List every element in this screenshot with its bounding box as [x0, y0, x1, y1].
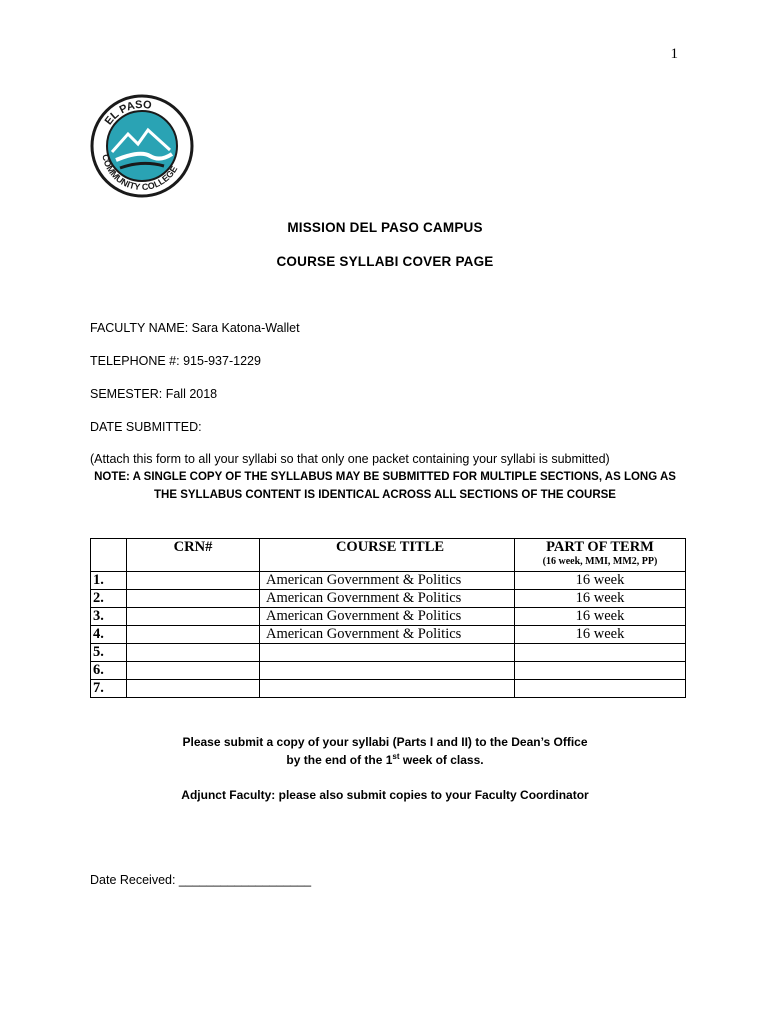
- row-crn: [127, 572, 260, 590]
- table-row: [91, 662, 686, 680]
- row-course-title: [260, 680, 515, 698]
- submit-line-2-pre: by the end of the 1: [286, 753, 393, 767]
- header-course-title: COURSE TITLE: [260, 539, 515, 572]
- row-course-title: American Government & Politics: [260, 572, 515, 590]
- row-number: 3.: [91, 608, 127, 626]
- faculty-name-field: FACULTY NAME: Sara Katona-Wallet: [90, 321, 300, 335]
- course-table: [90, 538, 686, 698]
- adjunct-note: Adjunct Faculty: please also submit copies to your Faculty Coordinator: [181, 788, 589, 802]
- row-crn: [127, 608, 260, 626]
- row-course-title: American Government & Politics: [260, 626, 515, 644]
- submit-line-2: [0, 752, 770, 767]
- table-row: [91, 572, 686, 590]
- logo-text: EL PASO: [102, 98, 153, 128]
- page-number: 1: [670, 46, 678, 62]
- row-crn: [127, 680, 260, 698]
- row-crn: [127, 590, 260, 608]
- date-submitted-field: DATE SUBMITTED:: [90, 420, 202, 434]
- row-crn: [127, 662, 260, 680]
- submit-line-2-sup: st: [392, 752, 400, 761]
- submit-line-1: Please submit a copy of your syllabi (Parts I and II) to the Dean’s Office: [182, 735, 588, 749]
- semester-field: SEMESTER: Fall 2018: [90, 387, 218, 401]
- row-course-title: American Government & Politics: [260, 608, 515, 626]
- row-part-of-term: 16 week: [515, 572, 686, 590]
- note-line-2: THE SYLLABUS CONTENT IS IDENTICAL ACROSS ALL SECTIONS OF THE COURSE: [154, 489, 616, 501]
- row-part-of-term: [515, 644, 686, 662]
- row-crn: [127, 644, 260, 662]
- page-title: COURSE SYLLABI COVER PAGE: [276, 254, 494, 269]
- row-number: 2.: [91, 590, 127, 608]
- row-course-title: [260, 662, 515, 680]
- date-received-field: Date Received: ___________________: [90, 873, 312, 887]
- row-number: 4.: [91, 626, 127, 644]
- row-part-of-term: 16 week: [515, 590, 686, 608]
- campus-title: MISSION DEL PASO CAMPUS: [287, 220, 483, 235]
- header-part-of-term: [515, 539, 686, 572]
- submit-line-2-post: week of class.: [399, 753, 484, 767]
- table-header-row: [91, 539, 686, 572]
- row-part-of-term: [515, 680, 686, 698]
- header-term-sub: (16 week, MMI, MM2, PP): [542, 556, 658, 567]
- table-row: [91, 608, 686, 626]
- row-course-title: American Government & Politics: [260, 590, 515, 608]
- header-num: [91, 539, 127, 572]
- telephone-field: TELEPHONE #: 915-937-1229: [90, 354, 261, 368]
- attach-note: (Attach this form to all your syllabi so that only one packet containing your syllabi is submitted): [90, 452, 610, 466]
- header-crn: CRN#: [127, 539, 260, 572]
- row-number: 5.: [91, 644, 127, 662]
- table-row: [91, 680, 686, 698]
- table-row: [91, 644, 686, 662]
- table-row: [91, 626, 686, 644]
- row-course-title: [260, 644, 515, 662]
- table-row: [91, 590, 686, 608]
- row-part-of-term: 16 week: [515, 626, 686, 644]
- note-line-1: NOTE: A SINGLE COPY OF THE SYLLABUS MAY BE SUBMITTED FOR MULTIPLE SECTIONS, AS LONG AS: [94, 471, 676, 483]
- row-crn: [127, 626, 260, 644]
- college-seal-logo: [90, 94, 194, 198]
- row-part-of-term: 16 week: [515, 608, 686, 626]
- row-number: 1.: [91, 572, 127, 590]
- row-part-of-term: [515, 662, 686, 680]
- row-number: 7.: [91, 680, 127, 698]
- logo-text-bottom: COMMUNITY COLLEGE: [100, 153, 180, 193]
- header-term-label: PART OF TERM: [546, 539, 654, 555]
- row-number: 6.: [91, 662, 127, 680]
